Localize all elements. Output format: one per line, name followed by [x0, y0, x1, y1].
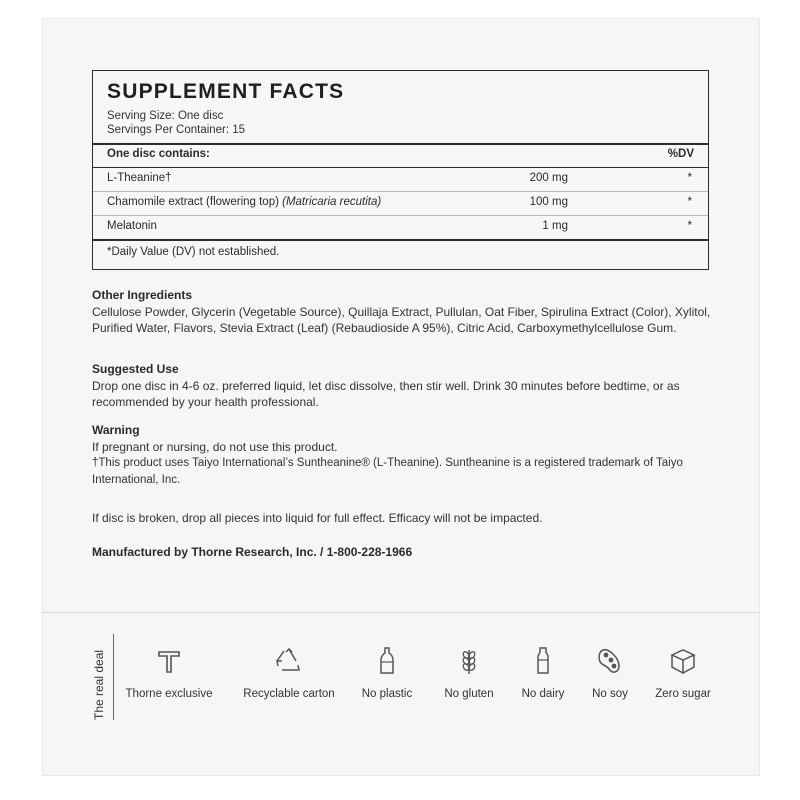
recycle-icon — [274, 646, 304, 676]
other-ingredients-text: Cellulose Powder, Glycerin (Vegetable Source), Quillaja Extract, Pullulan, Oat Fiber, Spirulina Extract (Color), Xylitol, Purified Water, Flavors, Stevia Extract (Leaf) (Rebaudioside A 95%), Citric Acid, Carboxymethylcellulose Gum. — [92, 304, 711, 335]
servings-per-container: Servings Per Container: 15 — [107, 124, 246, 136]
ingredient-amount: 1 mg — [542, 220, 568, 232]
ingredient-name: Melatonin — [107, 220, 157, 232]
serving-size: Serving Size: One disc — [107, 110, 224, 122]
badge-label: Thorne exclusive — [125, 688, 213, 700]
thorne-t-icon — [154, 646, 184, 676]
ingredient-dv: * — [687, 196, 692, 208]
other-ingredients-heading: Other Ingredients — [92, 288, 193, 302]
warning-section — [92, 422, 712, 488]
broken-disc-note: If disc is broken, drop all pieces into liquid for full effect. Efficacy will not be impacted. — [92, 511, 543, 525]
ingredient-dv: * — [687, 172, 692, 184]
ingredient-amount: 100 mg — [529, 196, 568, 208]
facts-row — [93, 167, 708, 192]
suggested-use-heading: Suggested Use — [92, 362, 179, 376]
facts-title: SUPPLEMENT FACTS — [107, 80, 345, 103]
facts-footnote: *Daily Value (DV) not established. — [93, 239, 708, 241]
ingredient-name: L-Theanine† — [107, 172, 172, 184]
supplement-facts-box — [92, 70, 709, 270]
warning-text: If pregnant or nursing, do not use this product. — [92, 439, 338, 454]
facts-row — [93, 191, 708, 216]
manufacturer-line: Manufactured by Thorne Research, Inc. / 1-800-228-1966 — [92, 545, 413, 559]
badge-label: Recyclable carton — [243, 688, 335, 700]
badge-label: No gluten — [444, 688, 494, 700]
facts-header-dv: %DV — [667, 148, 694, 160]
section-divider — [42, 612, 760, 613]
badge-label: No plastic — [361, 688, 413, 700]
ingredient-latin-name: (Matricaria recutita) — [282, 196, 382, 208]
badge-label: No soy — [592, 688, 628, 700]
badge-label: No dairy — [521, 688, 565, 700]
ingredient-amount: 200 mg — [529, 172, 568, 184]
badge-zero-sugar — [628, 646, 738, 700]
facts-header — [93, 143, 708, 168]
suggested-use-section — [92, 361, 712, 411]
suggested-use-text: Drop one disc in 4-6 oz. preferred liquid, let disc dissolve, then stir well. Drink 30 minutes before bedtime, or as recommended by your health professional. — [92, 378, 680, 409]
real-deal-label: The real deal — [92, 649, 106, 720]
trademark-text: †This product uses Taiyo International’s Suntheanine® (L-Theanine). Suntheanine is a registered trademark of Taiyo International, Inc. — [92, 457, 683, 486]
badge-thorne-exclusive — [114, 646, 224, 700]
wheat-icon — [454, 646, 484, 676]
facts-header-contains: One disc contains: — [107, 148, 210, 160]
bottle-icon — [372, 646, 402, 676]
ingredient-name: Chamomile extract (flowering top) — [107, 196, 283, 208]
facts-row — [93, 215, 708, 239]
warning-heading: Warning — [92, 423, 140, 437]
badge-recyclable-carton — [234, 646, 344, 700]
milk-bottle-icon — [528, 646, 558, 676]
badge-label: Zero sugar — [655, 688, 711, 700]
sugar-cube-icon — [668, 646, 698, 676]
soybean-icon — [595, 646, 625, 676]
ingredient-dv: * — [687, 220, 692, 232]
other-ingredients-section — [92, 287, 712, 337]
